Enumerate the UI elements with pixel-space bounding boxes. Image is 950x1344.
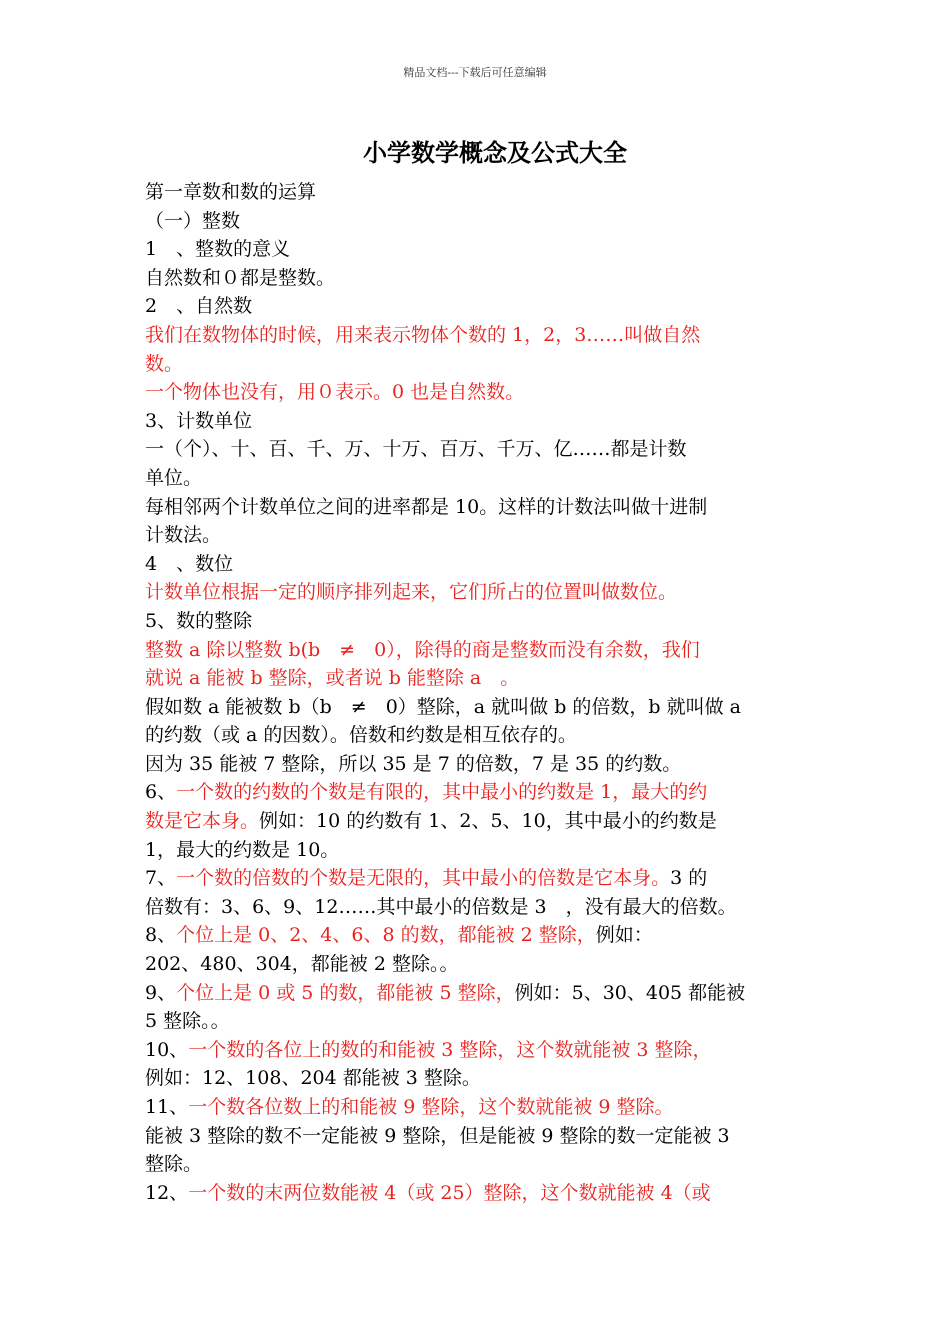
text-line bbox=[145, 1093, 815, 1122]
body-text: 例如：10 的约数有 1、2、5、10，其中最小的约数是 bbox=[259, 810, 717, 833]
body-text: 计数法。 bbox=[145, 524, 222, 547]
body-text: 202、480、304，都能被 2 整除。。 bbox=[145, 953, 459, 976]
text-line bbox=[145, 235, 815, 264]
page-header: 精品文档---下载后可任意编辑 bbox=[403, 66, 547, 79]
highlighted-text: 计数单位根据一定的顺序排列起来，它们所占的位置叫做数位。 bbox=[145, 581, 678, 604]
body-text: 2 、自然数 bbox=[145, 295, 253, 318]
document-body bbox=[145, 178, 815, 1207]
text-line bbox=[145, 550, 815, 579]
text-line bbox=[145, 435, 815, 464]
body-text: 的约数（或 a 的因数）。倍数和约数是相互依存的。 bbox=[145, 724, 577, 747]
body-text: 例如：5、30、405 都能被 bbox=[514, 981, 746, 1004]
highlighted-text: 一个数的末两位数能被 4（或 25）整除，这个数就能被 4（或 bbox=[188, 1181, 711, 1204]
body-text: 每相邻两个计数单位之间的进率都是 10。这样的计数法叫做十进制 bbox=[145, 495, 708, 518]
body-text: 假如数 a 能被数 b（b ≠ 0）整除，a 就叫做 b 的倍数，b 就叫做 a bbox=[145, 695, 741, 718]
body-text: 7、 bbox=[145, 867, 177, 890]
body-text: 1 、整数的意义 bbox=[145, 238, 291, 261]
body-text: 能被 3 整除的数不一定能被 9 整除，但是能被 9 整除的数一定能被 3 bbox=[145, 1124, 730, 1147]
body-text: 1，最大的约数是 10。 bbox=[145, 838, 340, 861]
highlighted-text: 个位上是 0 或 5 的数，都能被 5 整除， bbox=[176, 981, 515, 1004]
text-line bbox=[145, 893, 815, 922]
text-line bbox=[145, 493, 815, 522]
text-line bbox=[145, 836, 815, 865]
text-line bbox=[145, 321, 815, 350]
highlighted-text: 个位上是 0、2、4、6、8 的数，都能被 2 整除， bbox=[176, 924, 596, 947]
body-text: 3、计数单位 bbox=[145, 409, 253, 432]
text-line bbox=[145, 1036, 815, 1065]
body-text: （一）整数 bbox=[145, 209, 241, 232]
highlighted-text: 我们在数物体的时候，用来表示物体个数的 1，2，3……叫做自然 bbox=[145, 323, 701, 346]
highlighted-text: 数是它本身。 bbox=[145, 810, 260, 833]
text-line bbox=[145, 378, 815, 407]
body-text: 因为 35 能被 7 整除，所以 35 是 7 的倍数，7 是 35 的约数。 bbox=[145, 752, 682, 775]
text-line bbox=[145, 407, 815, 436]
highlighted-text: 一个数的约数的个数是有限的，其中最小的约数是 1，最大的约 bbox=[176, 781, 708, 804]
text-line bbox=[145, 921, 815, 950]
text-line bbox=[145, 521, 815, 550]
text-line bbox=[145, 636, 815, 665]
body-text: 5、数的整除 bbox=[145, 609, 253, 632]
text-line bbox=[145, 1122, 815, 1151]
body-text: 8、 bbox=[145, 924, 177, 947]
body-text: 例如：12、108、204 都能被 3 整除。 bbox=[145, 1067, 481, 1090]
text-line bbox=[145, 607, 815, 636]
text-line bbox=[145, 578, 815, 607]
highlighted-text: 一个数的倍数的个数是无限的，其中最小的倍数是它本身。 bbox=[176, 867, 671, 890]
body-text: 10、 bbox=[145, 1038, 189, 1061]
text-line bbox=[145, 664, 815, 693]
document-title: 小学数学概念及公式大全 bbox=[363, 138, 627, 167]
text-line bbox=[145, 693, 815, 722]
body-text: 5 整除。。 bbox=[145, 1010, 230, 1033]
text-line bbox=[145, 1179, 815, 1208]
text-line bbox=[145, 464, 815, 493]
text-line bbox=[145, 350, 815, 379]
highlighted-text: 就说 a 能被 b 整除，或者说 b 能整除 a 。 bbox=[145, 667, 520, 690]
highlighted-text: 数。 bbox=[145, 352, 184, 375]
body-text: 3 的 bbox=[670, 867, 708, 890]
body-text: 自然数和０都是整数。 bbox=[145, 266, 336, 289]
highlighted-text: 一个数各位数上的和能被 9 整除，这个数就能被 9 整除。 bbox=[188, 1096, 674, 1118]
text-line bbox=[145, 979, 815, 1008]
body-text: 单位。 bbox=[145, 466, 203, 489]
body-text: 整除。 bbox=[145, 1153, 203, 1176]
highlighted-text: 一个数的各位上的数的和能被 3 整除，这个数就能被 3 整除， bbox=[188, 1038, 712, 1061]
body-text: 12、 bbox=[145, 1181, 189, 1204]
text-line bbox=[145, 721, 815, 750]
body-text: 11、 bbox=[145, 1096, 189, 1118]
text-line bbox=[145, 750, 815, 779]
body-text: 一（个）、十、百、千、万、十万、百万、千万、亿……都是计数 bbox=[145, 438, 687, 461]
highlighted-text: 一个物体也没有，用０表示。0 也是自然数。 bbox=[145, 381, 525, 404]
text-line bbox=[145, 807, 815, 836]
body-text: 4 、数位 bbox=[145, 552, 234, 575]
body-text: 例如： bbox=[595, 924, 653, 947]
text-line bbox=[145, 1064, 815, 1093]
body-text: 6、 bbox=[145, 781, 177, 804]
text-line bbox=[145, 207, 815, 236]
text-line bbox=[145, 1150, 815, 1179]
body-text: 第一章数和数的运算 bbox=[145, 181, 317, 203]
text-line bbox=[145, 264, 815, 293]
text-line bbox=[145, 178, 815, 207]
text-line bbox=[145, 292, 815, 321]
text-line bbox=[145, 864, 815, 893]
text-line bbox=[145, 1007, 815, 1036]
body-text: 9、 bbox=[145, 981, 177, 1004]
text-line bbox=[145, 778, 815, 807]
text-line bbox=[145, 950, 815, 979]
highlighted-text: 整数 a 除以整数 b(b ≠ 0），除得的商是整数而没有余数，我们 bbox=[145, 638, 700, 661]
body-text: 倍数有：3、6、9、12……其中最小的倍数是 3 ，没有最大的倍数。 bbox=[145, 895, 737, 918]
